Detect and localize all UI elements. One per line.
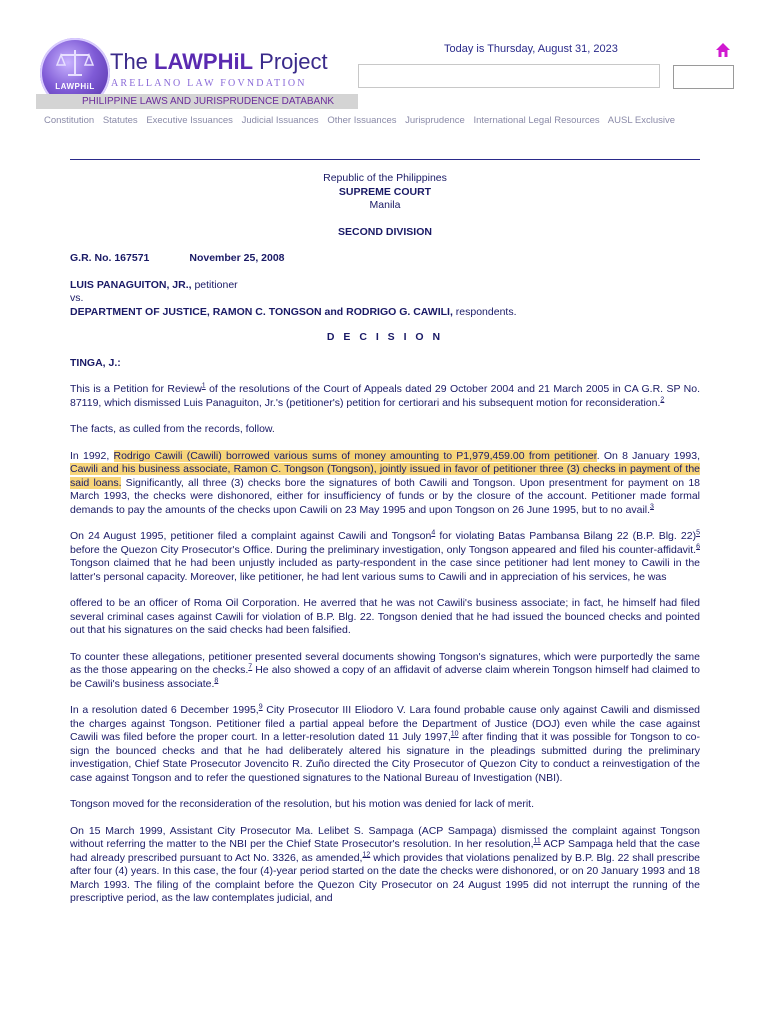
nav-executive-issuances[interactable]: Executive Issuances: [146, 115, 233, 126]
decision-date: November 25, 2008: [189, 252, 285, 264]
logo-circle-label: LAWPHiL: [55, 82, 95, 91]
respondent-names: DEPARTMENT OF JUSTICE, RAMON C. TONGSON and RODRIGO G. CAWILI,: [70, 305, 453, 318]
paragraph-6: To counter these allegations, petitioner presented several documents showing Tongson's signatures, which were purportedly the same as the those appearing on the checks.$^7$ He also showed a copy of an affidavit of adverse claim wherein Tongson himself had claimed to be Cawili's business associate.$^8$: [70, 650, 700, 690]
nav-statutes[interactable]: Statutes: [102, 115, 138, 126]
court-heading: [70, 172, 700, 213]
paragraph-4: On 24 August 1995, petitioner filed a complaint against Cawili and Tongson$^4$ for violating Batas Pambansa Bilang 22 (B.P. Blg. 22)$^5$ before the Quezon City Prosecutor's Office. During the preliminary investigation, only Tongson appeared and filed his counter-affidavit.$^6$ Tongson claimed that he had been unjustly included as party-respondent in the case since petitioner had lent money to Cawili in the latter's personal capacity. Moreover, like petitioner, he had lent various sums to Cawili and in appreciation of his services, he was: [70, 529, 700, 583]
paragraph-1: This is a Petition for Review$^1$ of the resolutions of the Court of Appeals dated 29 October 2004 and 21 March 2005 in CA G.R. SP No. 87119, which dismissed Luis Panaguiton, Jr.'s (petitioner's) petition for certiorari and his subsequent motion for reconsideration.$^2$: [70, 382, 700, 409]
nav-other-issuances[interactable]: Other Issuances: [327, 115, 397, 126]
gr-number: G.R. No. 167571: [70, 252, 150, 264]
main-nav: [44, 115, 744, 126]
footnote-link-5[interactable]: 5: [696, 529, 700, 537]
paragraph-2: The facts, as culled from the records, follow.: [70, 423, 275, 435]
highlight-checks: Cawili and his business associate, Ramon C. Tongson (Tongson), jointly issued in favor of petitioner three (3) checks in payment of the said loans.: [70, 463, 700, 489]
paragraph-5: offered to be an officer of Roma Oil Corporation. He averred that he was not Cawili's business associate; in fact, he himself had filed several criminal cases against Cawili for violation of B.P. Blg. 22. Tongson denied that he had issued the bounced checks and pointed out that his signatures on the said checks had been falsified.: [70, 597, 700, 636]
footnote-link-3[interactable]: 3: [650, 503, 654, 510]
header-divider: [70, 159, 700, 160]
home-icon[interactable]: [715, 42, 731, 58]
nav-international-legal-resources[interactable]: International Legal Resources: [473, 115, 600, 126]
site-header: [0, 0, 768, 135]
databank-banner: PHILIPPINE LAWS AND JURISPRUDENCE DATABANK: [36, 94, 358, 109]
search-input[interactable]: [358, 64, 660, 88]
foundation-name: ARELLANO LAW FOVNDATION: [111, 78, 307, 89]
decision-heading: D E C I S I O N: [326, 331, 444, 343]
paragraph-8: Tongson moved for the reconsideration of the resolution, but his motion was denied for lack of merit.: [70, 798, 534, 810]
footnote-link-6[interactable]: 6: [696, 543, 700, 550]
footnote-link-8[interactable]: 8: [214, 677, 219, 684]
footnote-link-10[interactable]: 10: [450, 730, 459, 738]
footnote-link-9[interactable]: 9: [258, 703, 263, 711]
petitioner-name: LUIS PANAGUITON, JR.,: [70, 278, 192, 291]
site-title-prefix: The: [110, 49, 155, 74]
court-name: SUPREME COURT: [338, 185, 432, 198]
footnote-link-4[interactable]: 4: [431, 529, 436, 537]
court-city: Manila: [369, 199, 401, 211]
footnote-link-7[interactable]: 7: [248, 663, 253, 671]
footnote-link-11[interactable]: 11: [533, 837, 541, 845]
case-number-line: [70, 252, 700, 266]
republic-line: Republic of the Philippines: [323, 172, 447, 184]
petitioner-role: petitioner: [191, 278, 238, 291]
ponente: TINGA, J.:: [70, 356, 121, 369]
versus: vs.: [70, 292, 84, 304]
site-title[interactable]: [110, 49, 328, 75]
site-title-suffix: Project: [253, 49, 328, 74]
decision-document: [70, 172, 700, 906]
footnote-link-1[interactable]: 1: [201, 382, 206, 390]
footnote-link-12[interactable]: 12: [362, 851, 371, 858]
site-title-strong: LAWPHiL: [154, 49, 254, 74]
nav-judicial-issuances[interactable]: Judicial Issuances: [241, 115, 319, 126]
search-button[interactable]: [673, 65, 734, 89]
paragraph-7: In a resolution dated 6 December 1995,$^9$ City Prosecutor III Eliodoro V. Lara found probable cause only against Cawili and dismissed the charges against Tongson. Petitioner filed a partial appeal before the Department of Justice (DOJ) even while the case against Cawili was filed before the proper court. In a letter-resolution dated 11 July 1997,10 after finding that it was possible for Tongson to co-sign the bounced checks and that he had deliberately altered his signature in the pleadings submitted during the preliminary investigation, Chief State Prosecutor Jovencito R. Zuño directed the City Prosecutor of Quezon City to conduct a reinvestigation of the case against Tongson and to refer the questioned signatures to the National Bureau of Investigation (NBI).: [70, 703, 700, 784]
nav-ausl-exclusive[interactable]: AUSL Exclusive: [607, 115, 676, 126]
parties: [70, 279, 700, 320]
paragraph-3: In 1992, Rodrigo Cawili (Cawili) borrowed various sums of money amounting to P1,979,459.00 from petitioner. On 8 January 1993, Cawili and his business associate, Ramon C. Tongson (Tongson), jointly issued in favor of petitioner three (3) checks in payment of the said loans. Significantly, all three (3) checks bore the signatures of both Cawili and Tongson. Upon presentment for payment on 18 March 1993, the checks were dishonored, either for insufficiency of funds or by the closure of the account. Petitioner made formal demands to pay the amounts of the checks upon Cawili on 23 May 1995 and upon Tongson on 26 June 1995, but to no avail.$^3$: [70, 449, 700, 516]
highlight-loan: Rodrigo Cawili (Cawili) borrowed various sums of money amounting to P1,979,459.00 from petitioner: [113, 449, 597, 462]
footnote-link-2[interactable]: 2: [660, 396, 665, 403]
today-date: Today is Thursday, August 31, 2023: [444, 43, 618, 55]
paragraph-9: On 15 March 1999, Assistant City Prosecutor Ma. Lelibet S. Sampaga (ACP Sampaga) dismissed the complaint against Tongson without referring the matter to the NBI per the Chief State Prosecutor's resolution. In her resolution,$^{11}$ ACP Sampaga held that the case had already prescribed pursuant to Act No. 3326, as amended,$^{12}$ which provides that violations penalized by B.P. Blg. 22 shall prescribe after four (4) years. In this case, the four (4)-year period started on the date the checks were dishonored, or on 20 January 1993 and 18 March 1993. The filing of the complaint before the Quezon City Prosecutor on 24 August 1995 did not interrupt the running of the prescriptive period, as the law contemplates judicial, and: [70, 824, 700, 904]
nav-constitution[interactable]: Constitution: [44, 115, 95, 126]
respondent-role: respondents.: [452, 305, 517, 318]
scales-of-justice-icon: [56, 48, 94, 78]
division-heading: SECOND DIVISION: [338, 225, 432, 238]
nav-jurisprudence[interactable]: Jurisprudence: [405, 115, 465, 126]
